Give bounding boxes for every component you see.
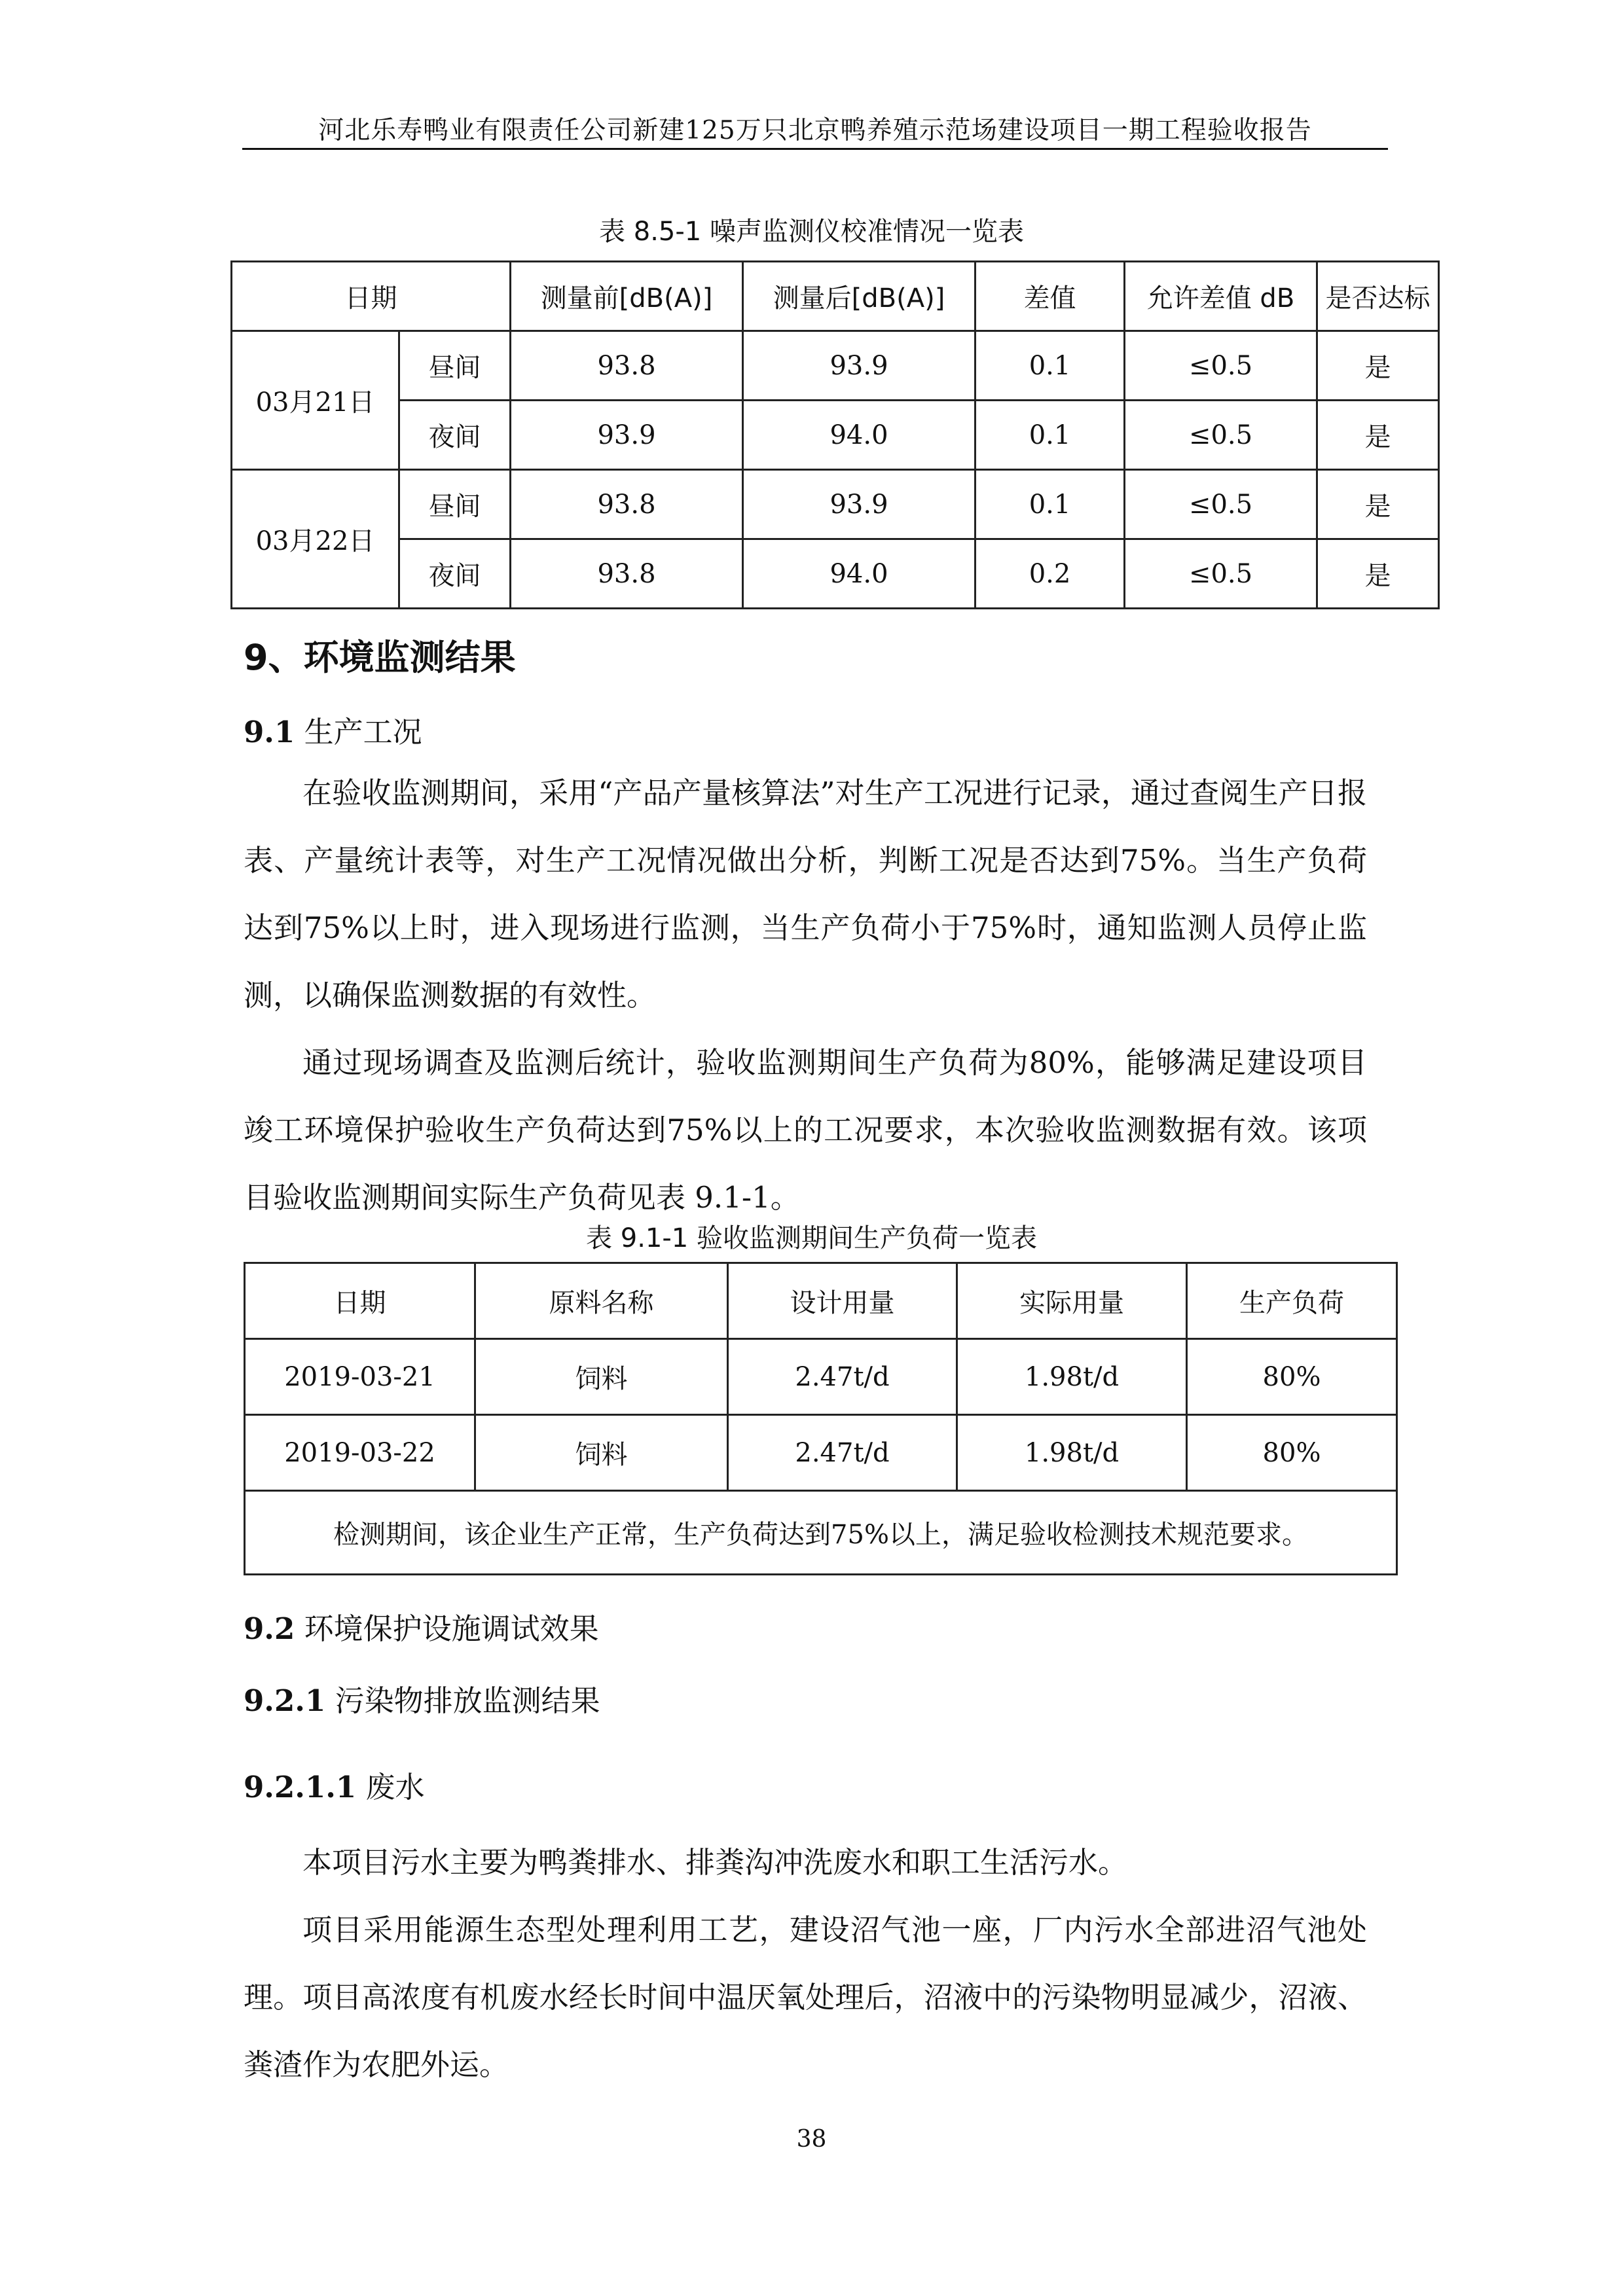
design-cell: 2.47t/d bbox=[728, 1415, 957, 1491]
header-after: 测量后[dB(A)] bbox=[743, 262, 976, 331]
pass-cell: 是 bbox=[1317, 470, 1439, 539]
table2-production-load bbox=[244, 1262, 1398, 1575]
header-date: 日期 bbox=[245, 1263, 475, 1339]
section-9-2-heading bbox=[244, 1605, 599, 1647]
diff-cell: 0.1 bbox=[976, 331, 1125, 401]
section-9-heading: 9、环境监测结果 bbox=[244, 637, 516, 678]
after-cell: 94.0 bbox=[743, 401, 976, 470]
allowed-cell: ≤0.5 bbox=[1125, 539, 1317, 609]
date-cell: 03月22日 bbox=[232, 470, 399, 609]
section-title: 生产工况 bbox=[295, 715, 422, 749]
header-allowed: 允许差值 dB bbox=[1125, 262, 1317, 331]
diff-cell: 0.2 bbox=[976, 539, 1125, 609]
paragraph-9-1-a: 在验收监测期间，采用“产品产量核算法”对生产工况进行记录，通过查阅生产日报表、产量统计表等，对生产工况情况做出分析，判断工况是否达到75%。当生产负荷达到75%以上时，进入现场进行监测，当生产负荷小于75%时，通知监测人员停止监测，以确保监测数据的有效性。 bbox=[244, 776, 1367, 1013]
table-row bbox=[232, 401, 1439, 470]
date-cell: 03月21日 bbox=[232, 331, 399, 470]
section-number: 9.2.1.1 bbox=[244, 1770, 357, 1804]
diff-cell: 0.1 bbox=[976, 401, 1125, 470]
table-row bbox=[245, 1415, 1397, 1491]
pass-cell: 是 bbox=[1317, 401, 1439, 470]
section-title: 环境保护设施调试效果 bbox=[295, 1611, 599, 1646]
allowed-cell: ≤0.5 bbox=[1125, 401, 1317, 470]
after-cell: 93.9 bbox=[743, 470, 976, 539]
pass-cell: 是 bbox=[1317, 331, 1439, 401]
header-diff: 差值 bbox=[976, 262, 1125, 331]
period-cell: 昼间 bbox=[399, 470, 511, 539]
material-cell: 饲料 bbox=[475, 1339, 728, 1415]
allowed-cell: ≤0.5 bbox=[1125, 331, 1317, 401]
paragraph-9-1-b: 通过现场调查及监测后统计，验收监测期间生产负荷为80%，能够满足建设项目竣工环境保护验收生产负荷达到75%以上的工况要求，本次验收监测数据有效。该项目验收监测期间实际生产负荷见表 9.1-1。 bbox=[244, 1045, 1367, 1215]
table-note: 检测期间，该企业生产正常，生产负荷达到75%以上，满足验收检测技术规范要求。 bbox=[245, 1491, 1397, 1575]
table-row bbox=[232, 470, 1439, 539]
allowed-cell: ≤0.5 bbox=[1125, 470, 1317, 539]
load-cell: 80% bbox=[1187, 1415, 1397, 1491]
load-cell: 80% bbox=[1187, 1339, 1397, 1415]
pass-cell: 是 bbox=[1317, 539, 1439, 609]
table-row bbox=[245, 1339, 1397, 1415]
header-date: 日期 bbox=[232, 262, 511, 331]
section-9-1-heading bbox=[244, 708, 422, 751]
before-cell: 93.9 bbox=[511, 401, 743, 470]
section-number: 9.2.1 bbox=[244, 1683, 326, 1718]
after-cell: 94.0 bbox=[743, 539, 976, 609]
period-cell: 昼间 bbox=[399, 331, 511, 401]
section-title: 废水 bbox=[356, 1770, 425, 1804]
design-cell: 2.47t/d bbox=[728, 1339, 957, 1415]
before-cell: 93.8 bbox=[511, 470, 743, 539]
before-cell: 93.8 bbox=[511, 539, 743, 609]
actual-cell: 1.98t/d bbox=[957, 1415, 1187, 1491]
period-cell: 夜间 bbox=[399, 539, 511, 609]
period-cell: 夜间 bbox=[399, 401, 511, 470]
header-rule bbox=[242, 148, 1388, 150]
header-before: 测量前[dB(A)] bbox=[511, 262, 743, 331]
paragraph-9-2-1-1-a: 本项目污水主要为鸭粪排水、排粪沟冲洗废水和职工生活污水。 bbox=[302, 1845, 1128, 1880]
table1-caption: 表 8.5-1 噪声监测仪校准情况一览表 bbox=[599, 217, 1024, 247]
table1-noise-calibration bbox=[230, 260, 1440, 609]
section-title: 污染物排放监测结果 bbox=[325, 1683, 600, 1718]
table2-caption: 表 9.1-1 验收监测期间生产负荷一览表 bbox=[586, 1223, 1037, 1253]
section-number: 9.1 bbox=[244, 715, 295, 749]
actual-cell: 1.98t/d bbox=[957, 1339, 1187, 1415]
section-9-2-1-1-heading bbox=[244, 1763, 425, 1806]
section-9-2-1-heading bbox=[244, 1677, 600, 1719]
header-pass: 是否达标 bbox=[1317, 262, 1439, 331]
date-cell: 2019-03-22 bbox=[245, 1415, 475, 1491]
page-number: 38 bbox=[796, 2126, 827, 2153]
paragraph-9-2-1-1-b: 项目采用能源生态型处理利用工艺，建设沼气池一座，厂内污水全部进沼气池处理。项目高浓度有机废水经长时间中温厌氧处理后，沼液中的污染物明显减少，沼液、粪渣作为农肥外运。 bbox=[244, 1912, 1367, 2082]
section-number: 9.2 bbox=[244, 1611, 295, 1646]
running-header: 河北乐寿鸭业有限责任公司新建125万只北京鸭养殖示范场建设项目一期工程验收报告 bbox=[318, 116, 1312, 145]
before-cell: 93.8 bbox=[511, 331, 743, 401]
header-actual-amount: 实际用量 bbox=[957, 1263, 1187, 1339]
diff-cell: 0.1 bbox=[976, 470, 1125, 539]
after-cell: 93.9 bbox=[743, 331, 976, 401]
material-cell: 饲料 bbox=[475, 1415, 728, 1491]
header-material: 原料名称 bbox=[475, 1263, 728, 1339]
table-row bbox=[232, 331, 1439, 401]
header-load: 生产负荷 bbox=[1187, 1263, 1397, 1339]
header-design-amount: 设计用量 bbox=[728, 1263, 957, 1339]
table-row bbox=[232, 539, 1439, 609]
date-cell: 2019-03-21 bbox=[245, 1339, 475, 1415]
